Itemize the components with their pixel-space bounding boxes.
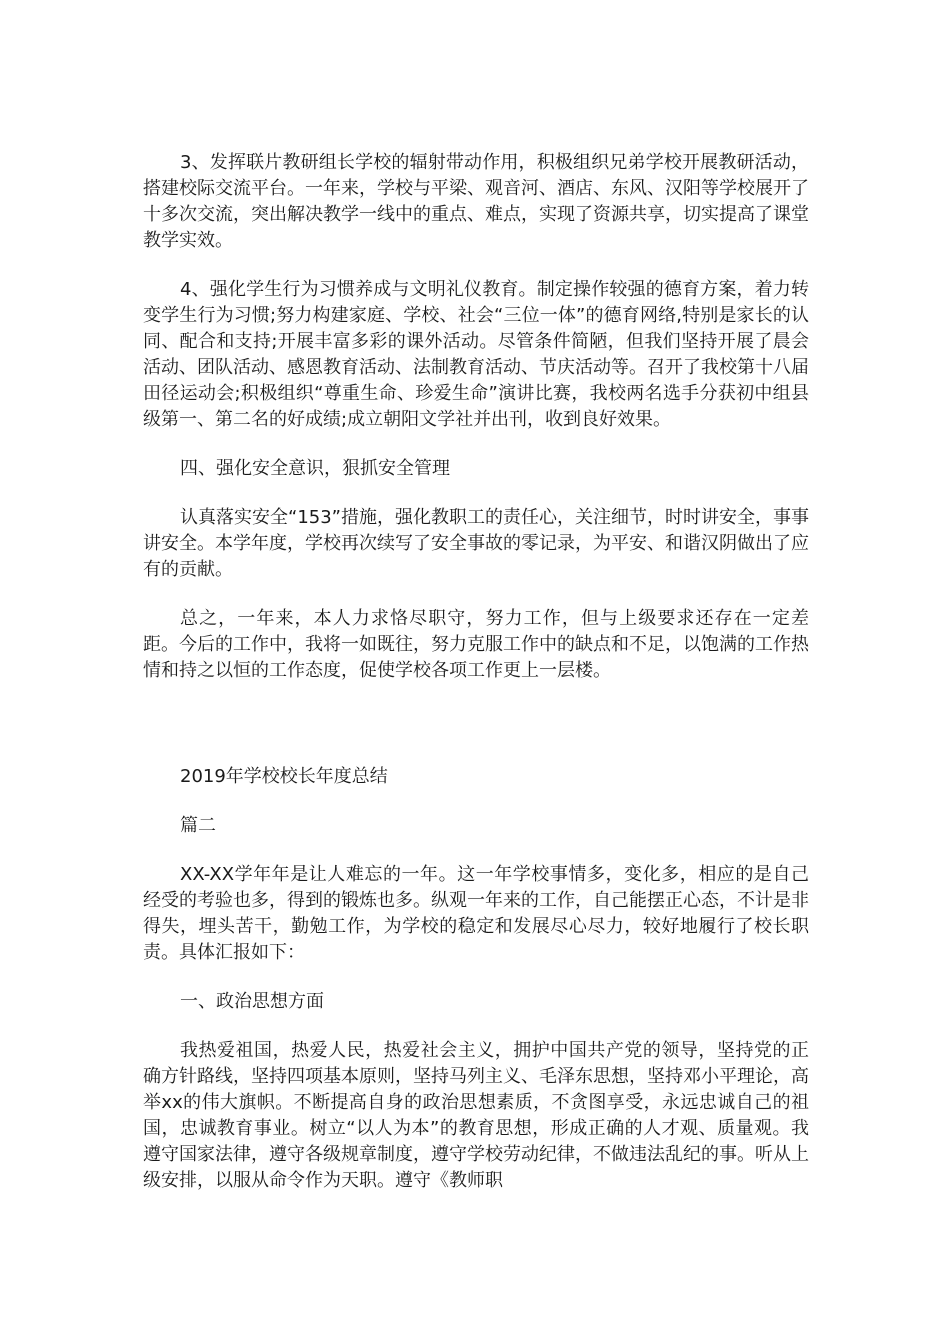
- part-label: 篇二: [180, 815, 216, 836]
- paragraph-safety: 认真落实安全“153”措施，强化教职工的责任心，关注细节，时时讲安全，事事讲安全。本学年度，学校再次续写了安全事故的零记录，为平安、和谐汉阴做出了应有的贡献。: [143, 507, 810, 580]
- paragraph-intro: XX-XX学年年是让人难忘的一年。这一年学校事情多，变化多，相应的是自己经受的考验也多，得到的锻炼也多。纵观一年来的工作，自己能摆正心态，不计是非得失，埋头苦干，勤勉工作，为学校的稳定和发展尽心尽力，较好地履行了校长职责。具体汇报如下：: [143, 864, 809, 963]
- document-body: [143, 150, 809, 1217]
- section-heading-politics: 一、政治思想方面: [180, 991, 324, 1012]
- paragraph-item-3: 3、发挥联片教研组长学校的辐射带动作用，积极组织兄弟学校开展教研活动，搭建校际交流平台。一年来，学校与平梁、观音河、酒店、东风、汉阳等学校展开了十多次交流，突出解决教学一线中的重点、难点，实现了资源共享，切实提高了课堂教学实效。: [143, 152, 809, 251]
- document-title: 2019年学校校长年度总结: [180, 766, 388, 787]
- paragraph-conclusion: 总之，一年来，本人力求恪尽职守，努力工作，但与上级要求还存在一定差距。今后的工作中，我将一如既往，努力克服工作中的缺点和不足，以饱满的工作热情和持之以恒的工作态度，促使学校各项工作更上一层楼。: [143, 608, 809, 681]
- paragraph-politics: 我热爱祖国，热爱人民，热爱社会主义，拥护中国共产党的领导，坚持党的正确方针路线，坚持四项基本原则，坚持马列主义、毛泽东思想，坚持邓小平理论，高举xx的伟大旗帜。不断提高自身的政治思想素质，不贪图享受，永远忠诚自己的祖国，忠诚教育事业。树立“以人为本”的教育思想，形成正确的人才观、质量观。我遵守国家法律，遵守各级规章制度，遵守学校劳动纪律，不做违法乱纪的事。听从上级安排，以服从命令作为天职。遵守《教师职: [143, 1040, 809, 1191]
- section-gap: [143, 707, 809, 764]
- paragraph-item-4: 4、强化学生行为习惯养成与文明礼仪教育。制定操作较强的德育方案，着力转变学生行为习惯;努力构建家庭、学校、社会“三位一体”的德育网络,特别是家长的认同、配合和支持;开展丰富多彩的课外活动。尽管条件简陋，但我们坚持开展了晨会活动、团队活动、感恩教育活动、法制教育活动、节庆活动等。召开了我校第十八届田径运动会;积极组织“尊重生命、珍爱生命”演讲比赛，我校两名选手分获初中组县级第一、第二名的好成绩;成立朝阳文学社并出刊，收到良好效果。: [143, 279, 809, 430]
- section-heading-safety: 四、强化安全意识，狠抓安全管理: [180, 458, 450, 479]
